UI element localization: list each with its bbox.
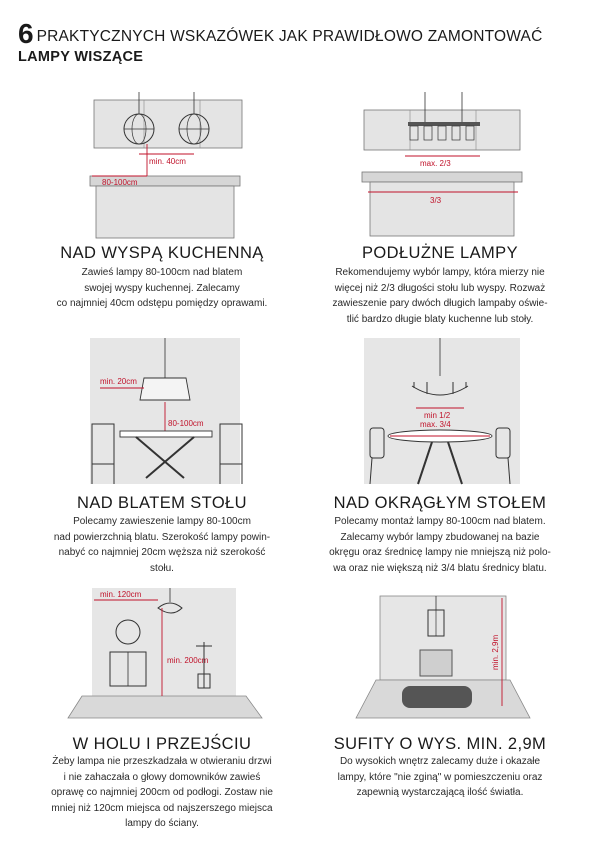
- label-max-2-3: max. 2/3: [420, 159, 451, 168]
- label-80-100cm: 80-100cm: [168, 419, 204, 428]
- section-title: NAD WYSPĄ KUCHENNĄ: [60, 244, 264, 262]
- label-min-200cm: min. 200cm: [167, 656, 209, 665]
- section-title: SUFITY O WYS. MIN. 2,9M: [333, 735, 547, 753]
- section-linear-lamps: [290, 92, 590, 325]
- header-title-line2: LAMPY WISZĄCE: [18, 49, 144, 65]
- kitchen-island-illustration: [12, 92, 312, 252]
- section-title: NAD OKRĄGŁYM STOŁEM: [333, 494, 547, 512]
- label-min-20cm: min. 20cm: [100, 377, 137, 386]
- section-title: W HOLU I PRZEJŚCIU: [72, 735, 252, 753]
- label-3-3: 3/3: [430, 196, 442, 205]
- section-description: Zawieś lampy 80-100cm nad blatem swojej wyspy kuchennej. Zalecamy co najmniej 40cm odstępu pomiędzy oprawami.: [56, 267, 268, 309]
- section-hallway: [12, 588, 312, 838]
- round-table-illustration: [290, 338, 590, 498]
- label-min-120cm: min. 120cm: [100, 590, 142, 599]
- label-min-2-9m: min. 2,9m: [491, 634, 500, 670]
- section-description: Żeby lampa nie przeszkadzała w otwieraniu drzwi i nie zahaczała o głowy domowników zawieś oprawę co najmniej 200cm od podłogi. Zostaw nie mniej niż 120cm miejsca od najszerszego miejsca lampy do ściany.: [51, 756, 273, 829]
- section-kitchen-island: [12, 92, 312, 322]
- section-round-table: [290, 338, 590, 578]
- high-ceiling-illustration: [290, 588, 590, 748]
- dining-table-illustration: [12, 338, 312, 498]
- section-description: Rekomendujemy wybór lampy, która mierzy nie więcej niż 2/3 długości stołu lub wyspy. Rozważ zawieszenie pary dwóch długich lampaby oświe- tlić bardzo długie blaty kuchenne lub stoły.: [332, 267, 548, 325]
- page-header: [18, 18, 588, 65]
- header-title-line1: PRAKTYCZNYCH WSKAZÓWEK JAK PRAWIDŁOWO ZAMONTOWAĆ: [36, 28, 543, 45]
- section-table: [12, 338, 312, 578]
- section-high-ceilings: [290, 588, 590, 838]
- tip-count: 6: [18, 18, 34, 49]
- label-80-100cm: 80-100cm: [102, 178, 138, 187]
- linear-lamp-illustration: [290, 92, 590, 252]
- hallway-illustration: [12, 588, 312, 748]
- section-description: Do wysokich wnętrz zalecamy duże i okazałe lampy, które "nie zginą" w pomieszczeniu oraz zapewnią wystarczającą ilość światła.: [337, 756, 543, 798]
- section-description: Polecamy zawieszenie lampy 80-100cm nad powierzchnią blatu. Szerokość lampy powin- nabyć co najmniej 20cm węższa niż szerokość stołu.: [53, 516, 271, 574]
- section-title: PODŁUŻNE LAMPY: [362, 244, 518, 262]
- section-title: NAD BLATEM STOŁU: [77, 494, 247, 512]
- section-description: Polecamy montaż lampy 80-100cm nad blatem. Zalecamy wybór lampy zbudowanej na bazie okręgu oraz średnicę lampy nie mniejszą niż polo- wa oraz nie większą niż 3/4 blatu średnicy blatu.: [329, 516, 551, 574]
- label-min-half: min 1/2: [424, 411, 451, 420]
- label-max-three-quarters: max. 3/4: [420, 420, 451, 429]
- label-min-40cm: min. 40cm: [149, 157, 186, 166]
